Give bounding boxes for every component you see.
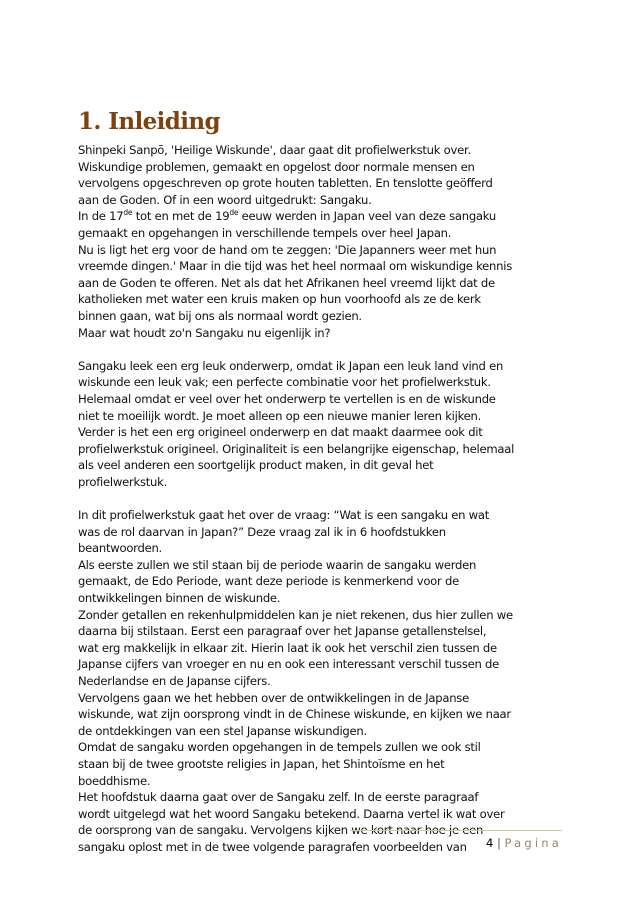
text-line: Het hoofdstuk daarna gaat over de Sangaku zelf. In de eerste paragraaf [78, 790, 479, 805]
text-line: Zonder getallen en rekenhulpmiddelen kan je niet rekenen, dus hier zullen we [78, 607, 513, 622]
footer-divider [350, 830, 562, 831]
paragraph [78, 242, 578, 325]
text-line: Helemaal omdat er veel over het onderwerp te vertellen is en de wiskunde [78, 391, 496, 406]
text-line: vervolgens opgeschreven op grote houten tabletten. En tenslotte geöfferd [78, 176, 493, 191]
text-line: Als eerste zullen we stil staan bij de periode waarin de sangaku werden [78, 557, 477, 572]
text-line: vreemde dingen.' Maar in die tijd was het heel normaal om wiskundige kennis [78, 259, 513, 274]
text-line: Vervolgens gaan we het hebben over de ontwikkelingen in de Japanse [78, 690, 469, 705]
line-part: In de 17 [78, 209, 124, 224]
text-line: beantwoorden. [78, 541, 162, 556]
paragraph [78, 739, 578, 789]
text-line: was de rol daarvan in Japan?” Deze vraag zal ik in 6 hoofdstukken [78, 524, 446, 539]
text-line: niet te moeilijk wordt. Je moet alleen op een nieuwe manier leren kijken. [78, 408, 482, 423]
text-line: wiskunde een leuk vak; een perfecte combinatie voor het profielwerkstuk. [78, 375, 491, 390]
paragraph [78, 690, 578, 740]
body-text [78, 142, 578, 856]
paragraph [78, 325, 578, 342]
text-line: binnen gaan, wat bij ons als normaal wordt gezien. [78, 308, 362, 323]
page-number: 4 [485, 836, 494, 850]
footer-separator: | [496, 836, 501, 850]
text-line: Shinpeki Sanpō, 'Heilige Wiskunde', daar gaat dit profielwerkstuk over. [78, 143, 471, 157]
superscript: de [229, 208, 239, 218]
text-line: boeddhisme. [78, 773, 151, 788]
superscript: de [123, 208, 133, 218]
text-line: daarna bij stilstaan. Eerst een paragraaf over het Japanse getallenstelsel, [78, 624, 487, 639]
text-line-with-superscript [78, 208, 578, 225]
paragraph-gap [78, 490, 578, 507]
text-line: aan de Goden te offeren. Net als dat het Afrikanen heel vreemd lijkt dat de [78, 275, 495, 290]
text-line: gemaakt, de Edo Periode, want deze periode is kenmerkend voor de [78, 574, 459, 589]
text-line: Verder is het een erg origineel onderwerp en dat maakt daarmee ook dit [78, 425, 483, 440]
paragraph-gap [78, 341, 578, 358]
text-line: Sangaku leek een erg leuk onderwerp, omdat ik Japan een leuk land vind en [78, 358, 504, 373]
text-line: wat erg makkelijk in elkaar zit. Hierin laat ik ook het verschil zien tussen de [78, 640, 497, 655]
page-label: Pagina [504, 836, 562, 850]
text-line: sangaku oplost met in de twee volgende paragrafen voorbeelden van [78, 839, 467, 854]
line-part: tot en met de 19 [132, 209, 230, 224]
text-line: ontwikkelingen binnen de wiskunde. [78, 591, 281, 606]
paragraph [78, 507, 578, 557]
text-line: profielwerkstuk origineel. Originaliteit is een belangrijke eigenschap, helemaal [78, 441, 515, 456]
paragraph [78, 358, 578, 491]
text-line: Omdat de sangaku worden opgehangen in de tempels zullen we ook stil [78, 740, 481, 755]
text-line: profielwerkstuk. [78, 474, 168, 489]
paragraph [78, 557, 578, 607]
text-line: de oorsprong van de sangaku. Vervolgens kijken we kort naar hoe je een [78, 823, 484, 838]
line-part: eeuw werden in Japan veel van deze sangaku [238, 209, 496, 224]
text-line: Nederlandse en de Japanse cijfers. [78, 674, 271, 688]
text-line: gemaakt en opgehangen in verschillende tempels over heel Japan. [78, 225, 452, 240]
text-line: wordt uitgelegd wat het woord Sangaku betekend. Daarna vertel ik wat over [78, 806, 505, 821]
text-line: als veel anderen een soortgelijk product maken, in dit geval het [78, 458, 434, 473]
text-line: staan bij de twee grootste religies in Japan, het Shintoïsme en het [78, 756, 445, 771]
text-line: Japanse cijfers van vroeger en nu en ook een interessant verschil tussen de [78, 657, 500, 672]
text-line: Nu is ligt het erg voor de hand om te zeggen: 'Die Japanners weer met hun [78, 242, 497, 257]
page-footer [350, 836, 562, 850]
paragraph [78, 208, 578, 241]
text-line: katholieken met water een kruis maken op hun voorhoofd als ze de kerk [78, 292, 481, 307]
page-heading: 1. Inleiding [78, 108, 221, 135]
text-line: Wiskundige problemen, gemaakt en opgelost door normale mensen en [78, 159, 475, 174]
paragraph [78, 607, 578, 690]
text-line: de ontdekkingen van een stel Japanse wiskundigen. [78, 723, 367, 738]
text-line: wiskunde, wat zijn oorsprong vindt in de Chinese wiskunde, en kijken we naar [78, 707, 511, 722]
text-line: Maar wat houdt zo'n Sangaku nu eigenlijk in? [78, 325, 331, 340]
text-line: aan de Goden. Of in een woord uitgedrukt: Sangaku. [78, 192, 372, 207]
text-line: In dit profielwerkstuk gaat het over de vraag: “Wat is een sangaku en wat [78, 508, 490, 523]
paragraph [78, 142, 578, 208]
